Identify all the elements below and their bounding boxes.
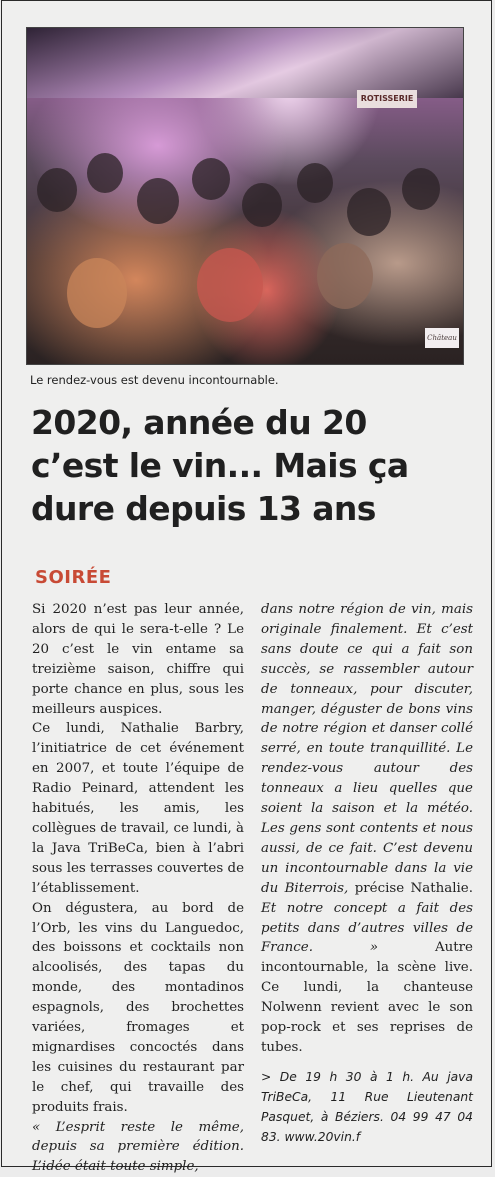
article-column-right bbox=[261, 600, 473, 1147]
article-column-left bbox=[32, 600, 244, 1177]
photo-crowd bbox=[27, 148, 463, 364]
bleed-through-text bbox=[22, 1, 462, 25]
section-kicker: SOIRÉE bbox=[35, 567, 112, 588]
paragraph-menu: On dégustera, au bord de l’Orb, les vins du Languedoc, des boissons et cocktails non alcoolisés, des tapas du monde, des montadinos espagnols, des brochettes variées, fromages et mignardises concoctés dans les cuisines du restaurant par le chef, qui travaille des produits frais. bbox=[32, 900, 244, 1115]
headline-line-1: 2020, année du 20 bbox=[31, 403, 367, 442]
closing-text: Autre incontournable, la scène live. Ce lundi, la chanteuse Nolwenn revient avec le son pop-rock et ses reprises de tubes. bbox=[261, 940, 473, 1055]
quote-end: Et notre concept a fait des petits dans d’autres villes de France. » bbox=[261, 900, 473, 956]
headline-line-3: dure depuis 13 ans bbox=[31, 489, 376, 528]
photo-ceiling bbox=[27, 28, 463, 98]
quote-start: « L’esprit reste le même, depuis sa première édition. L’idée était toute simple, bbox=[32, 1119, 244, 1175]
article-clipping bbox=[1, 0, 492, 1175]
quote-body: dans notre région de vin, mais originale finalement. Et c’est sans doute ce qui a fait son succès, se rassembler autour de tonneaux, pour discuter, manger, déguster de bons vins de notre région et danser collé serré, en toute tranquillité. Le rendez-vous autour des tonneaux a lieu quelles que soient la saison et la météo. Les gens sont contents et nous aussi, de ce fait. C’est devenu un incontournable dans la vie du Biterrois, bbox=[261, 602, 473, 896]
practical-info: > De 19 h 30 à 1 h. Au java TriBeCa, 11 Rue Lieutenant Pasquet, à Béziers. 04 99 47 04 83. www.20vin.f bbox=[261, 1069, 473, 1144]
photo-sign: ROTISSERIE bbox=[357, 90, 417, 108]
paragraph-organizer: Ce lundi, Nathalie Barbry, l’initiatrice de cet événement en 2007, et toute l’équipe de Radio Peinard, attendent les habitués, les amis, les collègues de travail, ce lundi, à la Java TriBeCa, bien à l’abri sous les terrasses couvertes de l’établissement. bbox=[32, 721, 245, 896]
photo-caption: Le rendez-vous est devenu incontournable. bbox=[30, 373, 279, 387]
party-photo bbox=[26, 27, 464, 365]
quote-continued bbox=[261, 600, 473, 1058]
quote-attribution: précise Nathalie. bbox=[348, 880, 473, 896]
headline-line-2: c’est le vin... Mais ça bbox=[31, 446, 409, 485]
photo-tag: Château bbox=[425, 328, 459, 348]
paragraph-intro: Si 2020 n’est pas leur année, alors de qui le sera-t-elle ? Le 20 c’est le vin entame sa treizième saison, chiffre qui porte chance en plus, sous les meilleurs auspices. bbox=[32, 602, 244, 717]
headline bbox=[31, 401, 491, 530]
